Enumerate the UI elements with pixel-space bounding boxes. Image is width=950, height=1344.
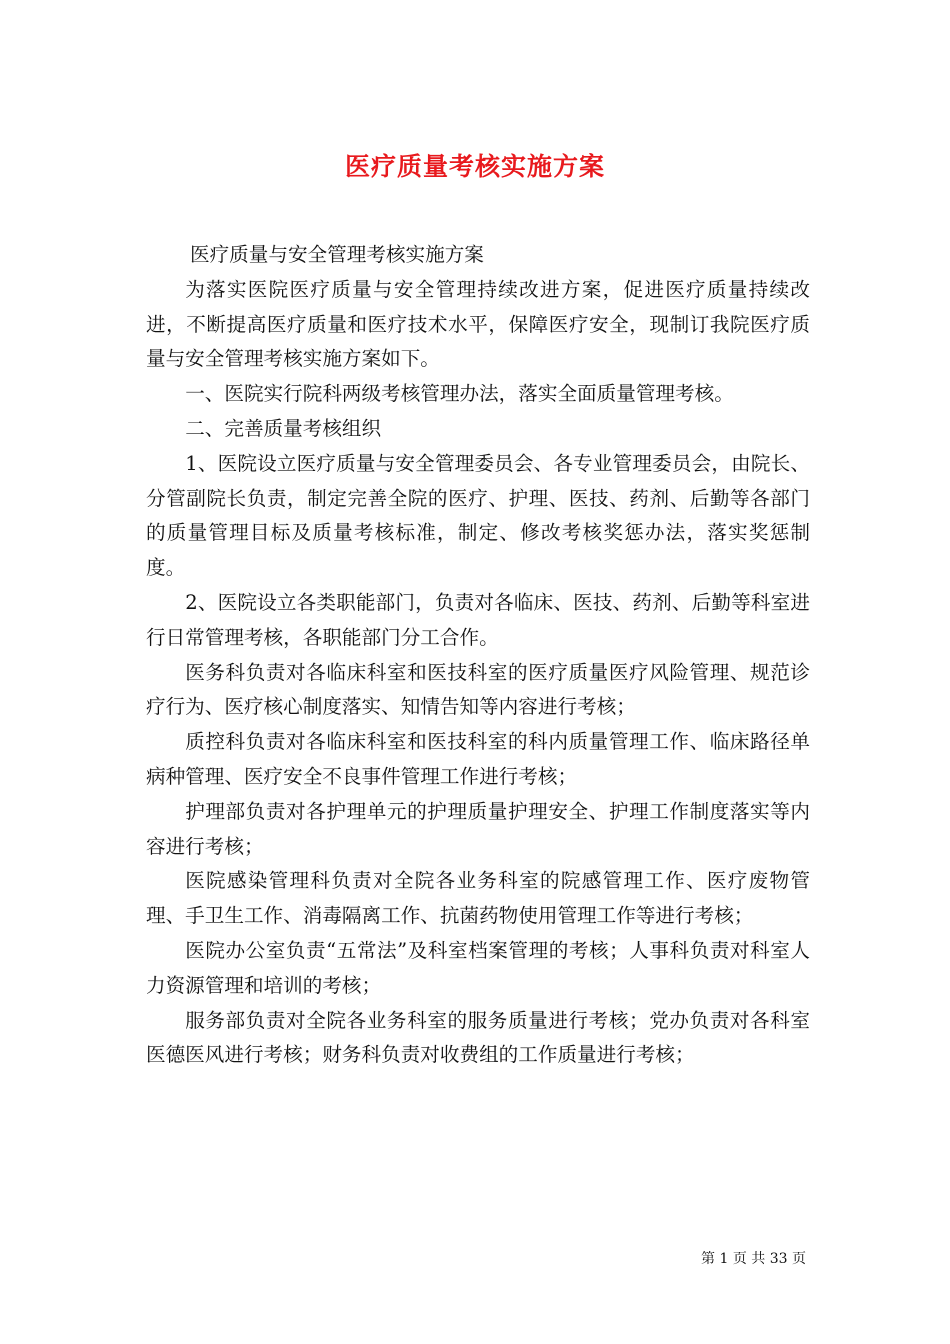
paragraph-service-finance: 服务部负责对全院各业务科室的服务质量进行考核；党办负责对各科室医德医风进行考核；财务科负责对收费组的工作质量进行考核； xyxy=(146,1008,810,1067)
document-body xyxy=(146,238,810,1073)
paragraph-item-1: 1、医院设立医疗质量与安全管理委员会、各专业管理委员会，由院长、分管副院长负责，制定完善全院的医疗、护理、医技、药剂、后勤等各部门的质量管理目标及质量考核标准，制定、修改考核奖惩办法，落实奖惩制度。 xyxy=(146,451,810,580)
document-subtitle: 医疗质量与安全管理考核实施方案 xyxy=(190,243,484,266)
paragraph-nursing: 护理部负责对各护理单元的护理质量护理安全、护理工作制度落实等内容进行考核； xyxy=(146,799,810,858)
paragraph-medical-affairs: 医务科负责对各临床科室和医技科室的医疗质量医疗风险管理、规范诊疗行为、医疗核心制度落实、知情告知等内容进行考核； xyxy=(146,660,810,719)
document-title: 医疗质量考核实施方案 xyxy=(344,151,605,181)
paragraph-infection-control: 医院感染管理科负责对全院各业务科室的院感管理工作、医疗废物管理、手卫生工作、消毒隔离工作、抗菌药物使用管理工作等进行考核； xyxy=(146,869,810,928)
paragraph-section-1: 一、医院实行院科两级考核管理办法，落实全面质量管理考核。 xyxy=(185,382,734,406)
paragraph-intro: 为落实医院医疗质量与安全管理持续改进方案，促进医疗质量持续改进，不断提高医疗质量和医疗技术水平，保障医疗安全，现制订我院医疗质量与安全管理考核实施方案如下。 xyxy=(146,277,810,371)
paragraph-office-hr: 医院办公室负责“五常法”及科室档案管理的考核；人事科负责对科室人力资源管理和培训的考核； xyxy=(146,938,810,997)
paragraph-item-2: 2、医院设立各类职能部门，负责对各临床、医技、药剂、后勤等科室进行日常管理考核，各职能部门分工合作。 xyxy=(146,590,810,649)
paragraph-quality-control: 质控科负责对各临床科室和医技科室的科内质量管理工作、临床路径单病种管理、医疗安全不良事件管理工作进行考核； xyxy=(146,730,810,788)
paragraph-section-2-heading: 二、完善质量考核组织 xyxy=(185,416,382,440)
page-number: 第 1 页 共 33 页 xyxy=(701,1251,806,1267)
